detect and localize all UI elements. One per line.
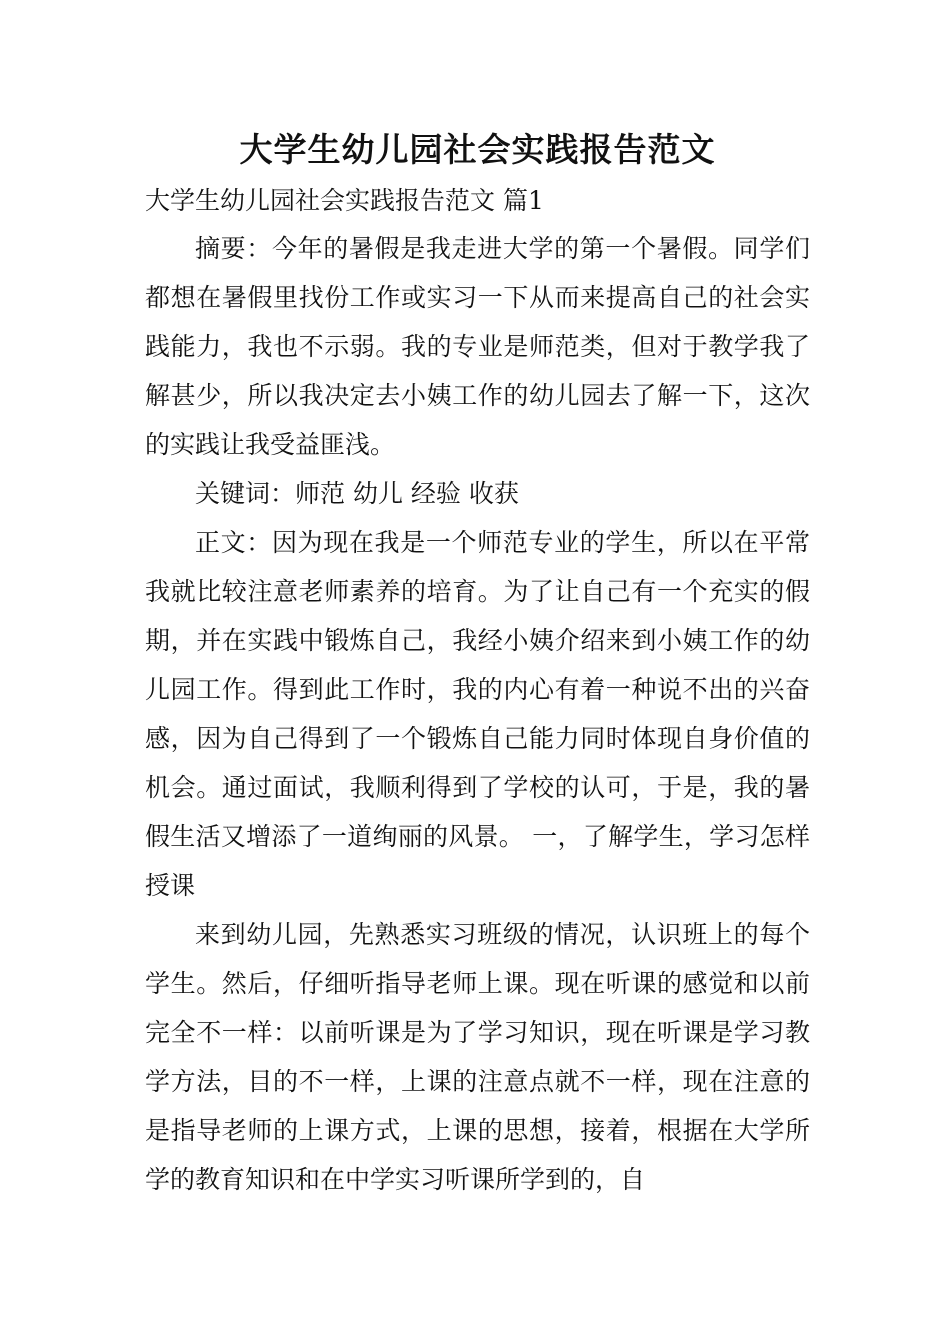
document-subtitle: 大学生幼儿园社会实践报告范文 篇1 [145,186,544,215]
document-page [145,118,810,1204]
body-paragraph-2: 来到幼儿园，先熟悉实习班级的情况，认识班上的每个学生。然后，仔细听指导老师上课。现在听课的感觉和以前完全不一样：以前听课是为了学习知识，现在听课是学习教学方法，目的不一样，上课的注意点就不一样，现在注意的是指导老师的上课方式，上课的思想，接着，根据在大学所学的教育知识和在中学实习听课所学到的，自 [145,920,810,1194]
keywords-line: 关键词：师范 幼儿 经验 收获 [195,479,519,508]
abstract-paragraph: 摘要：今年的暑假是我走进大学的第一个暑假。同学们都想在暑假里找份工作或实习一下从而来提高自己的社会实践能力，我也不示弱。我的专业是师范类，但对于教学我了解甚少，所以我决定去小姨工作的幼儿园去了解一下，这次的实践让我受益匪浅。 [145,234,810,459]
document-title: 大学生幼儿园社会实践报告范文 [239,130,716,169]
body-paragraph-1: 正文：因为现在我是一个师范专业的学生，所以在平常我就比较注意老师素养的培育。为了让自己有一个充实的假期，并在实践中锻炼自己，我经小姨介绍来到小姨工作的幼儿园工作。得到此工作时，我的内心有着一种说不出的兴奋感，因为自己得到了一个锻炼自己能力同时体现自身价值的机会。通过面试，我顺利得到了学校的认可，于是，我的暑假生活又增添了一道绚丽的风景。 一，了解学生，学习怎样授课 [145,528,810,900]
